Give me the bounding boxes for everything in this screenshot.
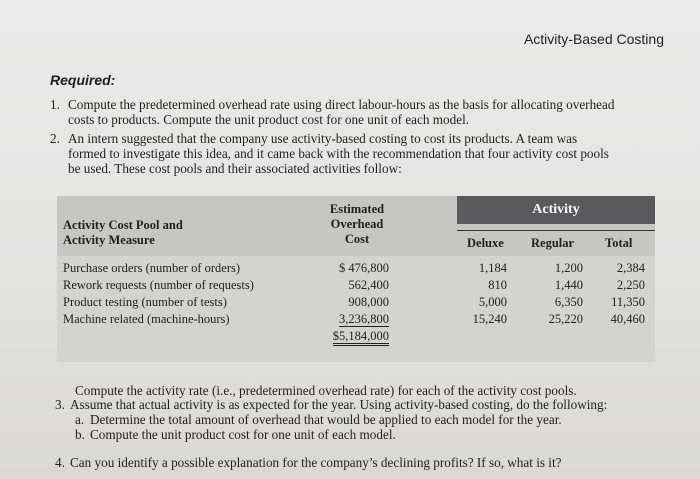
table-cell-deluxe: 1,184 xyxy=(478,261,507,275)
question-text xyxy=(68,131,609,176)
total-column xyxy=(589,260,645,328)
regular-column xyxy=(527,260,583,328)
table-cell-total-cost xyxy=(319,328,389,345)
column-header-deluxe: Deluxe xyxy=(467,236,504,250)
subquestion-letter: b. xyxy=(75,427,85,442)
header-divider xyxy=(457,230,655,231)
cost-pool-table xyxy=(57,196,655,362)
table-cell-cost: $ 476,800 xyxy=(339,261,389,275)
question-text: Can you identify a possible explanation for the company’s declining profits? If so, what is it? xyxy=(70,455,562,470)
header-line: Estimated xyxy=(329,202,385,216)
table-cell-deluxe: 810 xyxy=(488,278,507,292)
question-line: formed to investigate this idea, and it came back with the recommendation that four activity cost pools xyxy=(68,146,609,161)
underlined-cost: 3,236,800 xyxy=(339,312,389,326)
table-cell-cost: 908,000 xyxy=(348,295,389,309)
table-cell-cost xyxy=(319,311,389,328)
table-cell-regular: 25,220 xyxy=(548,312,583,326)
question-line: An intern suggested that the company use activity-based costing to cost its products. A team was xyxy=(68,131,578,146)
cost-column xyxy=(319,260,389,345)
column-header-pool xyxy=(63,218,183,248)
question-line: be used. These cost pools and their associated activities follow: xyxy=(68,161,402,176)
table-cell-deluxe: 5,000 xyxy=(478,295,507,309)
table-cell-cost: 562,400 xyxy=(348,278,389,292)
column-header-regular: Regular xyxy=(531,236,575,250)
deluxe-column xyxy=(459,260,507,328)
column-header-total: Total xyxy=(605,236,633,250)
table-cell-pool: Product testing (number of tests) xyxy=(63,295,227,309)
table-cell-total: 11,350 xyxy=(611,295,645,309)
page-header-title: Activity-Based Costing xyxy=(523,31,664,47)
subquestion-letter: a. xyxy=(75,412,85,427)
table-cell-regular: 6,350 xyxy=(554,295,583,309)
pool-column xyxy=(63,260,254,328)
header-line: Overhead xyxy=(330,217,384,231)
required-heading: Required: xyxy=(50,72,116,88)
header-line: Activity Cost Pool and xyxy=(63,218,183,232)
table-cell-pool: Machine related (machine-hours) xyxy=(63,312,230,326)
activity-rate-instruction: Compute the activity rate (i.e., predetermined overhead rate) for each of the activity cost pools. xyxy=(75,383,577,398)
column-header-cost xyxy=(317,202,397,247)
question-number: 4. xyxy=(55,455,65,470)
table-cell-deluxe: 15,240 xyxy=(472,312,507,326)
subquestion-text: Determine the total amount of overhead that would be applied to each model for the year. xyxy=(90,412,562,427)
question-text: Assume that actual activity is as expected for the year. Using activity-based costing, do the following: xyxy=(70,397,608,412)
header-line: Cost xyxy=(344,232,370,246)
activity-group-header: Activity xyxy=(457,196,655,224)
table-cell-regular: 1,200 xyxy=(554,261,583,275)
table-cell-total: 2,250 xyxy=(616,278,645,292)
table-cell-total: 40,460 xyxy=(610,312,645,326)
question-number: 2. xyxy=(50,131,60,146)
question-line: costs to products. Compute the unit product cost for one unit of each model. xyxy=(68,112,470,127)
question-text xyxy=(68,97,614,127)
question-number: 3. xyxy=(55,397,65,412)
question-number: 1. xyxy=(50,97,60,112)
total-cost-value: $5,184,000 xyxy=(333,329,389,346)
table-cell-pool: Rework requests (number of requests) xyxy=(63,278,254,292)
header-line: Activity Measure xyxy=(63,233,155,247)
table-cell-regular: 1,440 xyxy=(554,278,583,292)
table-cell-total: 2,384 xyxy=(616,261,645,275)
table-cell-pool: Purchase orders (number of orders) xyxy=(63,261,241,275)
question-line: Compute the predetermined overhead rate using direct labour-hours as the basis for allocating overhead xyxy=(68,97,615,112)
subquestion-text: Compute the unit product cost for one unit of each model. xyxy=(90,427,396,442)
